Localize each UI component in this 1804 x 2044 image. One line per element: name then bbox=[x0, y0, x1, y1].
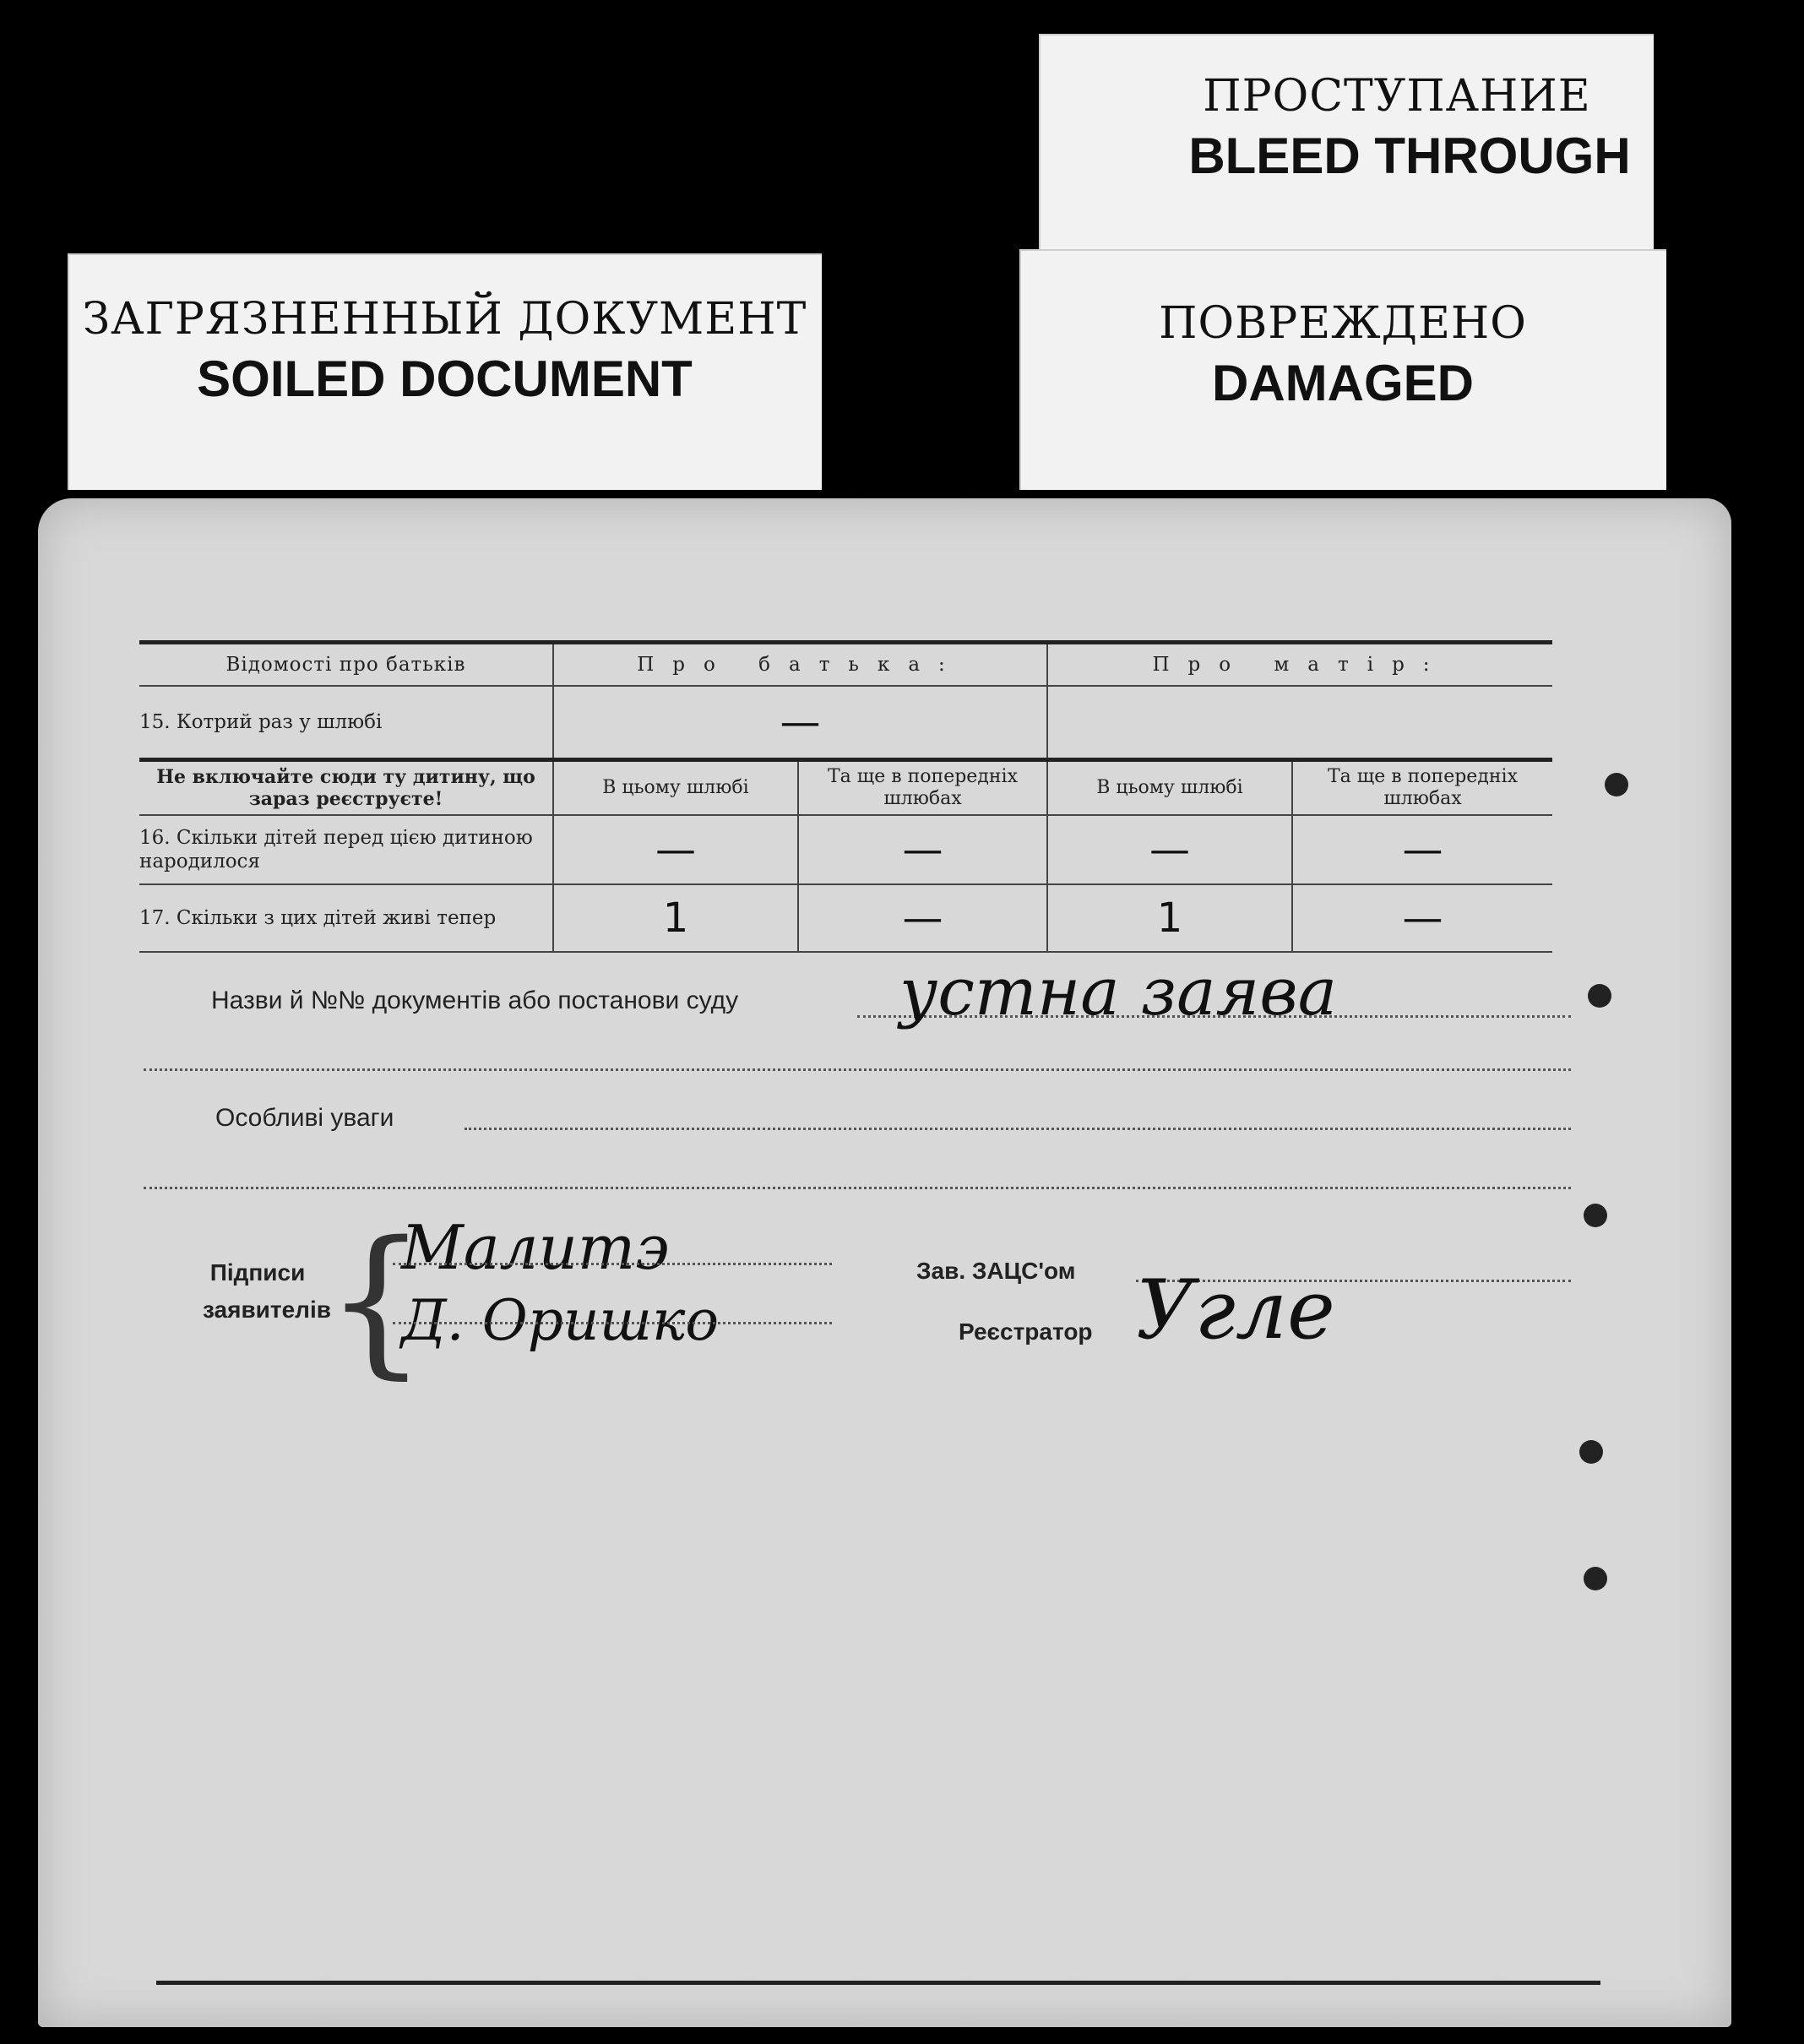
col-mother-previous-marriages: Та ще в попередніх шлюбах bbox=[1292, 760, 1552, 816]
row16-mother-this: — bbox=[1047, 815, 1292, 884]
applicant-line-1 bbox=[393, 1263, 832, 1265]
row15-mother-value bbox=[1047, 686, 1552, 760]
punch-hole bbox=[1584, 1567, 1607, 1590]
col-father-previous-marriages: Та ще в попередніх шлюбах bbox=[798, 760, 1047, 816]
head-of-registry-label: Зав. ЗАЦС'ом bbox=[916, 1258, 1076, 1284]
punch-hole bbox=[1584, 1204, 1607, 1227]
header-parents-info: Відомості про батьків bbox=[139, 643, 553, 687]
remarks-line bbox=[465, 1128, 1571, 1130]
bleed-through-label bbox=[1039, 34, 1654, 262]
applicant-signature-1: Малитэ bbox=[401, 1212, 670, 1283]
damaged-en: DAMAGED bbox=[1212, 355, 1474, 411]
bleed-through-ru: ПРОСТУПАНИЕ bbox=[1203, 71, 1591, 122]
row17-father-prev: — bbox=[798, 884, 1047, 952]
row17-mother-prev: — bbox=[1292, 884, 1552, 952]
col-mother-this-marriage: В цьому шлюбі bbox=[1047, 760, 1292, 816]
notice-exclude-child: Не включайте сюди ту дитину, що зараз реєструєте! bbox=[139, 760, 553, 816]
applicant-line-2 bbox=[393, 1322, 832, 1324]
soiled-document-en: SOILED DOCUMENT bbox=[197, 351, 693, 407]
documents-line-2 bbox=[144, 1068, 1571, 1071]
row17-label: 17. Скільки з цих дітей живі тепер bbox=[139, 884, 553, 952]
row15-father-value: — bbox=[553, 686, 1047, 760]
applicants-brace: { bbox=[325, 1207, 427, 1394]
header-mother: Про матір: bbox=[1047, 643, 1552, 687]
punch-hole bbox=[1579, 1440, 1603, 1464]
registrar-signature: Угле bbox=[1136, 1263, 1335, 1357]
document-page bbox=[38, 498, 1731, 2027]
applicants-label-line1: Підписи bbox=[209, 1259, 306, 1286]
row17-father-this: 1 bbox=[553, 884, 798, 952]
documents-handwritten-value: устна заява bbox=[899, 954, 1338, 1030]
punch-hole bbox=[1588, 984, 1611, 1008]
soiled-document-ru: ЗАГРЯЗНЕННЫЙ ДОКУМЕНТ bbox=[82, 294, 807, 345]
applicants-label-line2: заявителів bbox=[203, 1297, 331, 1323]
punch-hole bbox=[1605, 773, 1628, 796]
row16-father-this: — bbox=[553, 815, 798, 884]
registrar-label: Реєстратор bbox=[959, 1318, 1093, 1345]
damaged-label bbox=[1019, 249, 1666, 490]
damaged-ru: ПОВРЕЖДЕНО bbox=[1159, 298, 1527, 349]
bleed-through-en: BLEED THROUGH bbox=[1188, 128, 1631, 184]
col-father-this-marriage: В цьому шлюбі bbox=[553, 760, 798, 816]
documents-label: Назви й №№ документів або постанови суду bbox=[211, 987, 739, 1014]
header-father: Про батька: bbox=[553, 643, 1047, 687]
remarks-label: Особливі уваги bbox=[215, 1104, 394, 1132]
row16-father-prev: — bbox=[798, 815, 1047, 884]
parents-info-table bbox=[139, 640, 1552, 953]
soiled-document-label bbox=[68, 253, 822, 490]
applicant-signature-2: Д. Оришко bbox=[401, 1288, 720, 1353]
row16-label: 16. Скільки дітей перед цією дитиною народилося bbox=[139, 815, 553, 884]
row15-label: 15. Котрий раз у шлюбі bbox=[139, 686, 553, 760]
applicants-label bbox=[203, 1254, 331, 1329]
bottom-rule bbox=[156, 1981, 1600, 1985]
row16-mother-prev: — bbox=[1292, 815, 1552, 884]
row17-mother-this: 1 bbox=[1047, 884, 1292, 952]
remarks-line-2 bbox=[144, 1187, 1571, 1189]
